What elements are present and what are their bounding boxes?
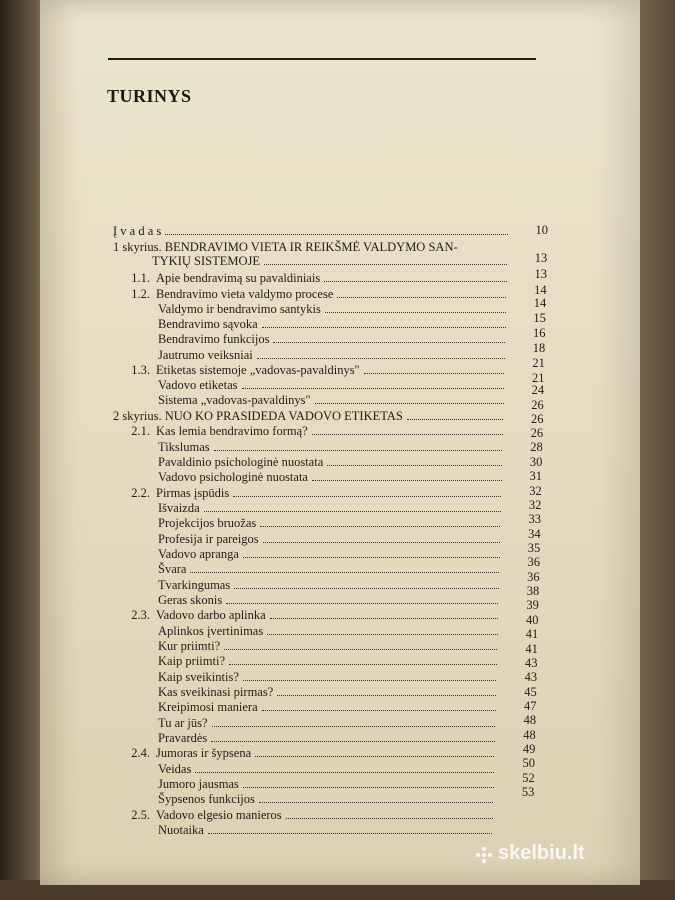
section-number: 2.1. <box>131 424 150 438</box>
entry-title: 1 skyrius. BENDRAVIMO VIETA IR REIKŠMĖ VALDYMO SAN- <box>113 240 458 254</box>
entry-title: Kas lemia bendravimo formą? <box>156 424 308 438</box>
entry-title: Vadovo darbo aplinka <box>156 608 266 622</box>
page-number: 10 <box>535 223 548 237</box>
entry-title: Kaip priimti? <box>158 654 225 668</box>
page-number: 13 <box>534 267 547 281</box>
leader-dots <box>243 548 500 558</box>
page-number: 36 <box>527 555 540 569</box>
page-number: 28 <box>530 440 543 454</box>
page-number: 39 <box>526 598 539 612</box>
section-number: 1.1. <box>131 271 150 285</box>
page-number: 47 <box>523 699 537 713</box>
watermark-logo-icon <box>474 845 494 865</box>
entry-title: Bendravimo funkcijos <box>158 332 270 346</box>
page-number: 14 <box>533 296 547 310</box>
leader-dots <box>312 471 502 481</box>
leader-dots <box>315 394 504 404</box>
toc-entry <box>158 762 498 776</box>
page-number: 48 <box>523 728 536 742</box>
leader-dots <box>273 333 505 343</box>
entry-title: Pravardės <box>158 731 208 745</box>
page-number: 30 <box>529 455 543 469</box>
watermark <box>498 842 585 865</box>
entry-title: Švara <box>158 562 187 576</box>
section-number: 2.3. <box>131 608 150 622</box>
leader-dots <box>337 288 506 298</box>
leader-dots <box>233 487 501 497</box>
page-number: 13 <box>534 251 548 265</box>
leader-dots <box>327 456 502 466</box>
leader-dots <box>286 809 493 819</box>
leader-dots <box>190 563 499 573</box>
header-rule <box>108 58 536 60</box>
entry-title: Vadovo elgesio manieros <box>156 808 282 822</box>
page-number: 21 <box>532 356 545 370</box>
toc-entry <box>118 363 508 377</box>
entry-title: Geras skonis <box>158 593 223 607</box>
section-number: 2.5. <box>131 808 150 822</box>
entry-title: Tvarkingumas <box>158 578 231 592</box>
entry-title: Jautrumo veiksniai <box>158 348 253 362</box>
leader-dots <box>262 701 496 711</box>
leader-dots <box>277 686 496 696</box>
page-number: 32 <box>529 484 542 498</box>
page-number: 26 <box>531 398 544 412</box>
entry-title: Jumoras ir šypsena <box>156 746 252 760</box>
page-number: 53 <box>521 785 535 799</box>
page-number: 35 <box>527 541 541 555</box>
toc-entry <box>158 562 503 576</box>
toc-entry <box>158 332 509 346</box>
leader-dots <box>257 349 505 359</box>
toc-entry <box>118 486 505 500</box>
leader-dots <box>229 655 497 665</box>
toc-entry <box>158 348 509 362</box>
entry-title: Vadovo apranga <box>158 547 239 561</box>
page-number: 40 <box>526 613 539 627</box>
leader-dots <box>211 732 495 742</box>
toc-entry <box>152 254 511 268</box>
section-number: 1.2. <box>131 287 150 301</box>
entry-title: Profesija ir pareigos <box>158 532 259 546</box>
section-number: 2.2. <box>131 486 150 500</box>
entry-title: Aplinkos įvertinimas <box>158 624 264 638</box>
toc-entry <box>158 578 503 592</box>
toc-entry <box>158 654 501 668</box>
leader-dots <box>364 364 505 374</box>
watermark-text: skelbiu.lt <box>498 842 585 864</box>
toc-entry <box>158 670 500 684</box>
leader-dots <box>262 318 506 328</box>
toc-entry <box>158 716 499 730</box>
toc-entry <box>158 685 500 699</box>
page-number: 49 <box>522 742 536 756</box>
leader-dots <box>243 778 494 788</box>
toc-entry <box>158 823 496 837</box>
toc-entry <box>158 378 508 392</box>
page-number: 24 <box>531 383 545 397</box>
toc-entry <box>158 700 500 714</box>
toc-entry <box>158 593 502 607</box>
toc-entry <box>158 470 506 484</box>
entry-title: Veidas <box>158 762 192 776</box>
entry-title: Kas sveikinasi pirmas? <box>158 685 274 699</box>
leader-dots <box>234 579 499 589</box>
page-number: 36 <box>527 570 540 584</box>
leader-dots <box>263 533 500 543</box>
leader-dots <box>407 410 503 420</box>
entry-title: Kreipimosi maniera <box>158 700 258 714</box>
page-number: 32 <box>528 498 542 512</box>
page-number: 26 <box>530 412 544 426</box>
toc-entry <box>158 792 497 806</box>
section-number: 2.4. <box>131 746 150 760</box>
toc-entry <box>158 532 504 546</box>
leader-dots <box>259 793 493 803</box>
entry-title: Bendravimo vieta valdymo procese <box>156 287 334 301</box>
leader-dots <box>204 502 501 512</box>
leader-dots <box>165 225 508 235</box>
toc-entry <box>158 501 505 515</box>
toc-entry <box>158 547 504 561</box>
toc-entry <box>118 808 497 822</box>
leader-dots <box>214 441 503 451</box>
page-number: 48 <box>523 713 537 727</box>
leader-dots <box>212 717 496 727</box>
entry-title: Vadovo psichologinė nuostata <box>158 470 308 484</box>
leader-dots <box>226 594 498 604</box>
toc-entry <box>158 317 510 331</box>
entry-title: Projekcijos bruožas <box>158 516 257 530</box>
leader-dots <box>260 517 500 527</box>
leader-dots <box>270 609 498 619</box>
page-number: 18 <box>532 341 546 355</box>
toc-entry <box>113 240 512 254</box>
page-number: 38 <box>526 584 540 598</box>
page-number: 50 <box>522 756 536 770</box>
page-number: 15 <box>533 311 546 325</box>
page-number: 34 <box>528 527 541 541</box>
toc-entry <box>158 639 501 653</box>
section-number: 1.3. <box>131 363 150 377</box>
leader-dots <box>324 272 507 282</box>
page-number: 43 <box>525 656 538 670</box>
entry-title: Kaip sveikintis? <box>158 670 239 684</box>
toc-entry <box>113 224 512 238</box>
entry-title: Į v a d a s <box>113 224 162 238</box>
entry-title: Išvaizda <box>158 501 200 515</box>
entry-title: Valdymo ir bendravimo santykis <box>158 302 321 316</box>
page-number: 26 <box>530 426 544 440</box>
entry-title: TYKIŲ SISTEMOJE <box>152 254 260 268</box>
page-number: 52 <box>522 771 535 785</box>
entry-title: Tikslumas <box>158 440 210 454</box>
toc-entry <box>118 746 498 760</box>
entry-title: Apie bendravimą su pavaldiniais <box>156 271 321 285</box>
toc-entry <box>158 516 504 530</box>
toc-entry <box>113 409 507 423</box>
leader-dots <box>242 379 505 389</box>
toc-entry <box>158 440 506 454</box>
entry-title: Vadovo etiketas <box>158 378 238 392</box>
page-number: 41 <box>525 642 538 656</box>
toc-entry <box>158 624 502 638</box>
entry-title: Bendravimo sąvoka <box>158 317 258 331</box>
toc-entry <box>118 608 502 622</box>
page-number: 33 <box>528 512 541 526</box>
entry-title: Šypsenos funkcijos <box>158 792 255 806</box>
entry-title: Etiketas sistemoje „vadovas-pavaldinys" <box>156 363 360 377</box>
leader-dots <box>264 255 507 265</box>
entry-title: Nuotaika <box>158 823 204 837</box>
leader-dots <box>195 763 494 773</box>
page-number: 14 <box>534 283 547 297</box>
entry-title: Pavaldinio psichologinė nuostata <box>158 455 324 469</box>
leader-dots <box>208 824 493 834</box>
leader-dots <box>312 425 503 435</box>
page-title: TURINYS <box>107 86 192 106</box>
leader-dots <box>267 625 497 635</box>
toc-entry <box>118 424 507 438</box>
leader-dots <box>224 640 497 650</box>
leader-dots <box>325 303 506 313</box>
toc-entry <box>158 731 499 745</box>
toc-entry <box>158 393 508 407</box>
page-number: 16 <box>533 326 546 340</box>
entry-title: Jumoro jausmas <box>158 777 239 791</box>
entry-title: Kur priimti? <box>158 639 221 653</box>
page-number: 45 <box>524 685 537 699</box>
entry-title: 2 skyrius. NUO KO PRASIDEDA VADOVO ETIKETAS <box>113 409 403 423</box>
leader-dots <box>255 747 494 757</box>
toc-entry <box>118 271 511 285</box>
toc-entry <box>158 777 498 791</box>
entry-title: Tu ar jūs? <box>158 716 208 730</box>
entry-title: Pirmas įspūdis <box>156 486 230 500</box>
toc-entry <box>158 455 506 469</box>
toc-entry <box>118 287 510 301</box>
page-number: 21 <box>532 371 545 385</box>
page-number: 31 <box>529 469 543 483</box>
page-number: 43 <box>524 670 538 684</box>
page-number: 41 <box>525 627 539 641</box>
entry-title: Sistema „vadovas-pavaldinys" <box>158 393 311 407</box>
toc-entry <box>158 302 510 316</box>
leader-dots <box>243 671 497 681</box>
